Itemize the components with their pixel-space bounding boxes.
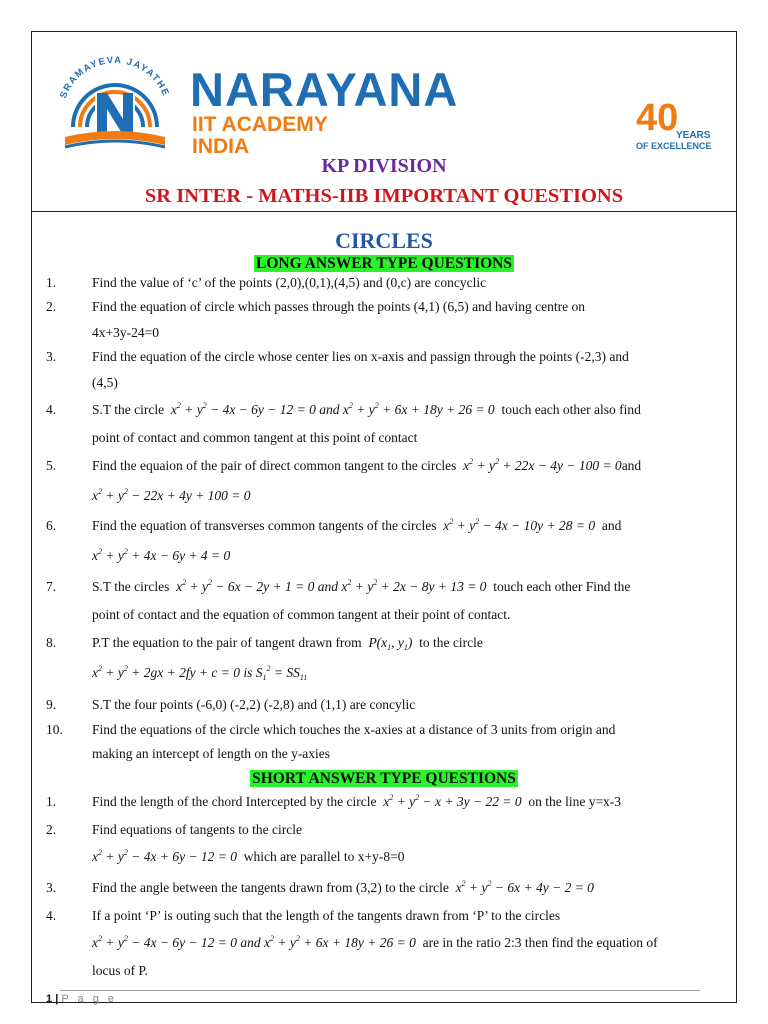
question-text: Find the equation of transverses common tangents of the circles $x^2 + y^2 - 4x - 10y + 28 = 0$ and	[92, 517, 622, 533]
brand-name: NARAYANA	[190, 63, 459, 116]
question-number: 3.	[46, 349, 57, 364]
long-answer-heading: LONG ANSWER TYPE QUESTIONS	[256, 255, 512, 272]
equation: $x^2 + y^2 - 22x + 4y + 100 = 0$	[92, 487, 251, 503]
question-text: (4,5)	[92, 375, 118, 390]
equation: $x^2 + y^2 - 4x - 6y - 12 = 0$ and $x^2 + y^2 + 6x + 18y + 26 = 0$	[92, 934, 416, 950]
question-text: Find the length of the chord Intercepted by the circle $x^2 + y^2 - x + 3y - 22 = 0$ on the line y=x-3	[92, 793, 622, 809]
equation: $x^2 + y^2 - 6x - 2y + 1 = 0$ and $x^2 + y^2 + 2x - 8y + 13 = 0$	[176, 578, 487, 594]
question-text: Find the equations of the circle which touches the x-axies at a distance of 3 units from origin and	[92, 722, 616, 737]
topic-title: CIRCLES	[335, 228, 433, 253]
question-number: 7.	[46, 579, 57, 594]
equation: $x^2 + y^2 - 6x + 4y - 2 = 0$	[455, 879, 594, 895]
question-number: 6.	[46, 518, 57, 533]
question-text: S.T the four points (-6,0) (-2,2) (-2,8) and (1,1) are concylic	[92, 697, 416, 712]
question-text: $x^2 + y^2 - 4x - 6y - 12 = 0$ and $x^2 + y^2 + 6x + 18y + 26 = 0$ are in the ratio 2:3 then find the equation of	[92, 934, 658, 950]
question-number: 1.	[46, 275, 57, 290]
page-label: P a g e	[61, 993, 117, 1005]
question-text: Find equations of tangents to the circle	[92, 822, 302, 837]
question-text: locus of P.	[92, 963, 148, 978]
question-number: 3.	[46, 880, 57, 895]
question-number: 5.	[46, 458, 57, 473]
header-divider	[31, 211, 737, 212]
narayana-logo	[45, 45, 185, 157]
question-number: 2.	[46, 299, 57, 314]
equation: $x^2 + y^2 + 4x - 6y + 4 = 0$	[92, 547, 231, 563]
question-number: 8.	[46, 635, 57, 650]
question-text: Find the angle between the tangents drawn from (3,2) to the circle $x^2 + y^2 - 6x + 4y - 2 = 0$	[92, 879, 594, 895]
question-number: 2.	[46, 822, 57, 837]
question-text: 4x+3y-24=0	[92, 325, 159, 340]
question-number: 9.	[46, 697, 57, 712]
brand-country: INDIA	[192, 135, 250, 158]
equation: $x^2 + y^2 - 4x - 10y + 28 = 0$	[443, 517, 596, 533]
logo-motto: SRAMAYEVA JAYATHE	[58, 54, 172, 101]
equation: $x^2 + y^2 - 4x - 6y - 12 = 0$ and $x^2 + y^2 + 6x + 18y + 26 = 0$	[170, 401, 495, 417]
question-text: Find the equation of the circle whose center lies on x-axis and passign through the points (-2,3) and	[92, 349, 629, 364]
equation: $x^2 + y^2 - x + 3y - 22 = 0$	[383, 793, 522, 809]
page-number: 1	[46, 993, 53, 1005]
brand-subtitle: IIT ACADEMY	[192, 113, 328, 136]
question-text: point of contact and the equation of common tangent at their point of contact.	[92, 607, 511, 622]
question-text: If a point ‘P’ is outing such that the length of the tangents drawn from ‘P’ to the circles	[92, 908, 561, 923]
question-number: 4.	[46, 908, 57, 923]
question-text: Find the equation of circle which passes through the points (4,1) (6,5) and having centre on	[92, 299, 586, 314]
badge-years: YEARS	[676, 130, 711, 141]
question-text: point of contact and common tangent at this point of contact	[92, 430, 418, 445]
question-text: making an intercept of length on the y-axies	[92, 746, 331, 761]
badge-excellence: OF EXCELLENCE	[636, 141, 712, 151]
document-title: SR INTER - MATHS-IIB IMPORTANT QUESTIONS	[144, 185, 624, 207]
question-text: Find the equaion of the pair of direct common tangent to the circles $x^2 + y^2 + 22x - 4y - 100 = 0and$	[92, 457, 642, 473]
question-text: $x^2 + y^2 - 4x + 6y - 12 = 0$ which are parallel to x+y-8=0	[92, 848, 405, 864]
equation: $P(x_1$, $y_1$)	[368, 635, 413, 652]
division-title: KP DIVISION	[321, 155, 447, 177]
question-number: 4.	[46, 402, 57, 417]
40-years-badge	[632, 96, 718, 152]
question-text: Find the value of ‘c’ of the points (2,0),(0,1),(4,5) and (0,c) are concyclic	[92, 275, 487, 290]
short-answer-heading: SHORT ANSWER TYPE QUESTIONS	[252, 770, 516, 787]
equation: $x^2 + y^2 + 22x - 4y - 100 = 0$	[463, 457, 622, 473]
badge-number: 40	[636, 97, 679, 139]
equation: $x^2 + y^2 - 4x + 6y - 12 = 0$	[92, 848, 238, 864]
question-text: S.T the circles $x^2 + y^2 - 6x - 2y + 1 = 0$ and $x^2 + y^2 + 2x - 8y + 13 = 0$ touch each other Find the	[92, 578, 631, 594]
question-number: 1.	[46, 794, 57, 809]
question-text: P.T the equation to the pair of tangent drawn from $P(x_1$, $y_1$) to the circle	[92, 635, 483, 652]
page-footer	[46, 993, 117, 1005]
question-number: 10.	[46, 722, 63, 737]
question-text: S.T the circle $x^2 + y^2 - 4x - 6y - 12 = 0$ and $x^2 + y^2 + 6x + 18y + 26 = 0$ touch each other also find	[92, 401, 641, 417]
equation: $x^2 + y^2 + 2gx + 2fy + c = 0$ is $S_1^2 = SS_{11}$	[92, 664, 308, 682]
footer-divider	[60, 990, 700, 991]
footer-separator: |	[55, 993, 59, 1005]
